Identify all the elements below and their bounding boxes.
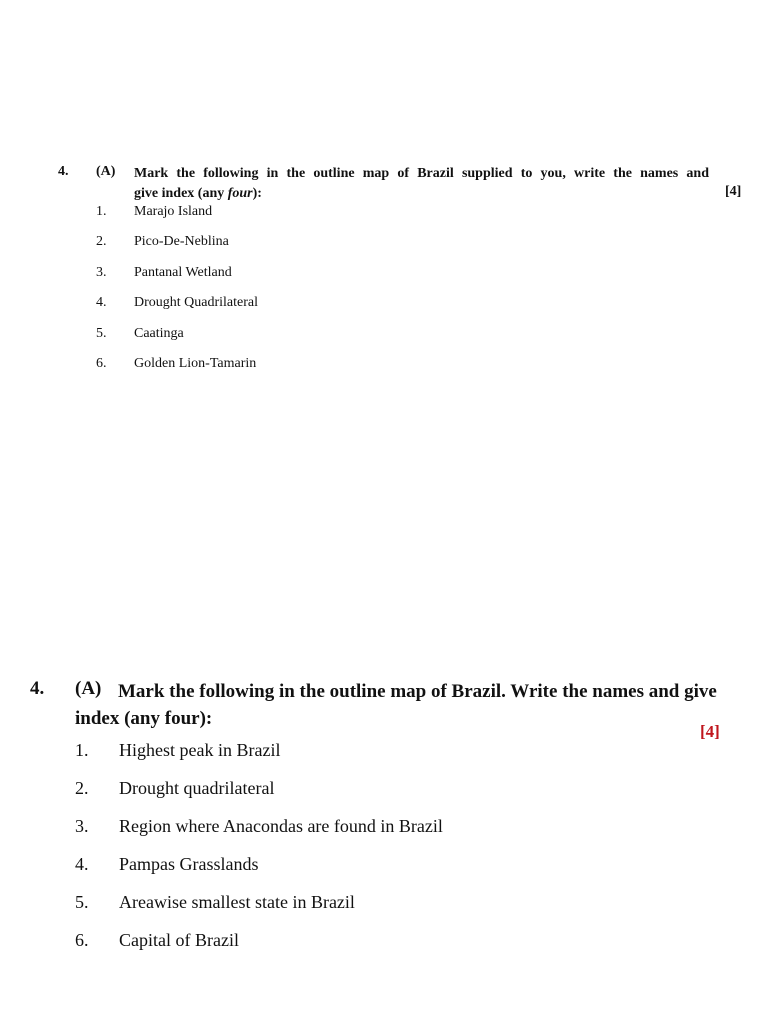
prompt-suffix: ):	[252, 186, 262, 201]
item-number: 3.	[75, 816, 89, 836]
item-label: Marajo Island	[134, 204, 213, 219]
item-label: Drought quadrilateral	[119, 778, 275, 798]
question-number: 4.	[58, 164, 69, 179]
question-prompt: Mark the following in the outline map of Brazil. Write the names and give index (any four):	[75, 681, 717, 729]
list-item	[0, 854, 768, 892]
item-number: 2.	[96, 234, 107, 250]
question-part: (A)	[96, 164, 116, 179]
item-number: 2.	[75, 778, 89, 798]
list-item	[0, 265, 768, 295]
item-label: Pampas Grasslands	[119, 854, 259, 874]
list-item	[0, 204, 768, 234]
item-number: 4.	[96, 295, 107, 311]
item-list	[0, 740, 768, 968]
list-item	[0, 930, 768, 968]
item-label: Highest peak in Brazil	[119, 740, 281, 760]
item-number: 6.	[96, 355, 107, 371]
item-label: Areawise smallest state in Brazil	[119, 892, 355, 912]
question-block-1	[0, 0, 768, 400]
item-number: 6.	[75, 930, 89, 950]
prompt-prefix: give index (any	[134, 186, 228, 201]
item-label: Drought Quadrilateral	[134, 295, 259, 311]
question-prompt-line-2	[134, 186, 262, 201]
item-label: Pantanal Wetland	[134, 264, 232, 280]
marks-badge: [4]	[700, 722, 720, 741]
item-number: 4.	[75, 854, 89, 874]
question-block-2	[0, 660, 768, 990]
item-list	[0, 204, 768, 386]
item-label: Caatinga	[134, 325, 184, 341]
list-item	[0, 234, 768, 264]
list-item	[0, 816, 768, 854]
item-label: Capital of Brazil	[119, 930, 239, 950]
item-label: Golden Lion-Tamarin	[134, 355, 257, 371]
list-item	[0, 326, 768, 356]
item-number: 5.	[96, 325, 107, 341]
marks-badge: [4]	[725, 184, 742, 199]
prompt-emphasis: four	[227, 186, 253, 201]
item-number: 3.	[96, 264, 107, 280]
list-item	[0, 740, 768, 778]
list-item	[0, 892, 768, 930]
item-number: 1.	[96, 204, 107, 219]
item-number: 5.	[75, 892, 89, 912]
item-number: 1.	[75, 740, 89, 760]
item-label: Pico-De-Neblina	[134, 234, 229, 250]
question-part: (A)	[75, 678, 102, 699]
item-label: Region where Anacondas are found in Brazil	[119, 816, 443, 836]
list-item	[0, 356, 768, 386]
question-number: 4.	[30, 678, 45, 699]
list-item	[0, 778, 768, 816]
list-item	[0, 295, 768, 325]
question-prompt	[134, 164, 709, 204]
question-prompt-line-1: Mark the following in the outline map of Brazil supplied to you, write the names and	[134, 166, 709, 181]
